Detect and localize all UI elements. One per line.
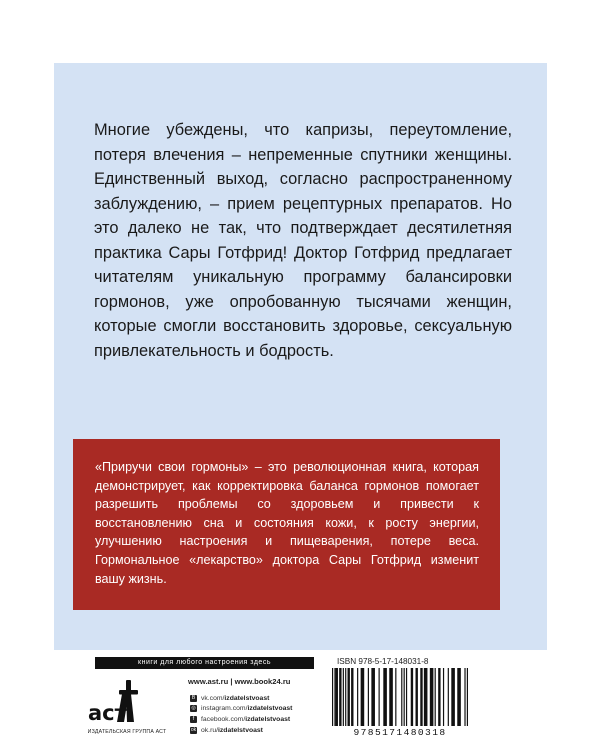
barcode-bar [368, 668, 369, 726]
barcode-bar [435, 668, 436, 726]
odnoklassniki-icon: ok [190, 726, 197, 733]
barcode-bar [411, 668, 413, 726]
barcode-bar [351, 668, 353, 726]
barcode [330, 668, 470, 726]
barcode-bar [361, 668, 365, 726]
barcode-bar [404, 668, 405, 726]
isbn-text: ISBN 978-5-17-148031-8 [337, 657, 429, 666]
social-link-prefix: instagram.com/ [201, 705, 248, 713]
social-link-handle: izdatelstvoast [245, 715, 291, 723]
barcode-bar [395, 668, 396, 726]
barcode-bar [420, 668, 422, 726]
barcode-bar [448, 668, 449, 726]
barcode-bar [451, 668, 455, 726]
vk-icon: B [191, 694, 196, 701]
barcode-bar [336, 668, 338, 726]
publisher-name: ИЗДАТЕЛЬСКАЯ ГРУППА АСТ [87, 729, 167, 735]
barcode-bar [371, 668, 375, 726]
barcode-bar [438, 668, 440, 726]
barcode-bar [343, 668, 344, 726]
barcode-bar [348, 668, 350, 726]
social-link-handle: izdatelstvoast [224, 694, 270, 702]
ast-logo-icon [86, 680, 142, 726]
barcode-bar [357, 668, 358, 726]
barcode-bar [339, 668, 341, 726]
barcode-bar [345, 668, 346, 726]
social-link-prefix: vk.com/ [201, 694, 225, 702]
blurb-text: Многие убеждены, что капризы, переутомление, потеря влечения – непременные спутники женщины. Единственный выход, согласно распространенному заблуждению, – прием рецептурных препаратов. Но это далеко не так, что подтверждает десятилетняя практика Сары Готфрид! Доктор Готфрид предлагает читателям уникальную программу балансировки гормонов, уже опробованную тысячами женщин, которые смогли восстановить здоровье, сексуальную привлекательность и бодрость. [94, 121, 512, 360]
barcode-bar [443, 668, 444, 726]
barcode-digits: 9785171480318 [353, 727, 447, 738]
social-link-prefix: ok.ru/ [201, 726, 218, 734]
logo-figure-arms [119, 690, 138, 695]
barcode-bar [334, 668, 335, 726]
social-link-prefix: facebook.com/ [201, 715, 246, 723]
social-link-handle: izdatelstvoast [247, 705, 293, 713]
social-link-handle: izdatelstvoast [218, 726, 263, 734]
barcode-bar [332, 668, 333, 726]
barcode-bar [430, 668, 434, 726]
barcode-bar [401, 668, 402, 726]
barcode-bar [389, 668, 393, 726]
barcode-bar [464, 668, 465, 726]
barcode-bar [416, 668, 418, 726]
barcode-bar [467, 668, 468, 726]
social-link[interactable] [190, 714, 330, 725]
facebook-icon: f [190, 716, 197, 723]
logo-text: аст [88, 701, 127, 725]
social-link[interactable] [190, 693, 330, 704]
instagram-icon: ◎ [191, 705, 196, 712]
social-links-list [190, 693, 330, 735]
websites-link[interactable]: www.ast.ru | www.book24.ru [188, 677, 291, 686]
barcode-bar [406, 668, 407, 726]
barcode-bar [379, 668, 380, 726]
barcode-bar [383, 668, 387, 726]
social-link[interactable] [190, 725, 330, 736]
slogan-bar: книги для любого настроения здесь [95, 657, 314, 669]
highlight-text: «Приручи свои гормоны» – это революционная книга, которая демонстрирует, как корректировка баланса гормонов помогает разрешить проблемы со здоровьем и привести к восстановлению сна и состояния кожи, к росту энергии, улучшению настроения и пищеварения, потере веса. Гормональное «лекарство» доктора Сары Готфрид изменит вашу жизнь. [95, 460, 479, 586]
barcode-bar [457, 668, 461, 726]
social-link[interactable] [190, 704, 330, 715]
barcode-bar [424, 668, 428, 726]
